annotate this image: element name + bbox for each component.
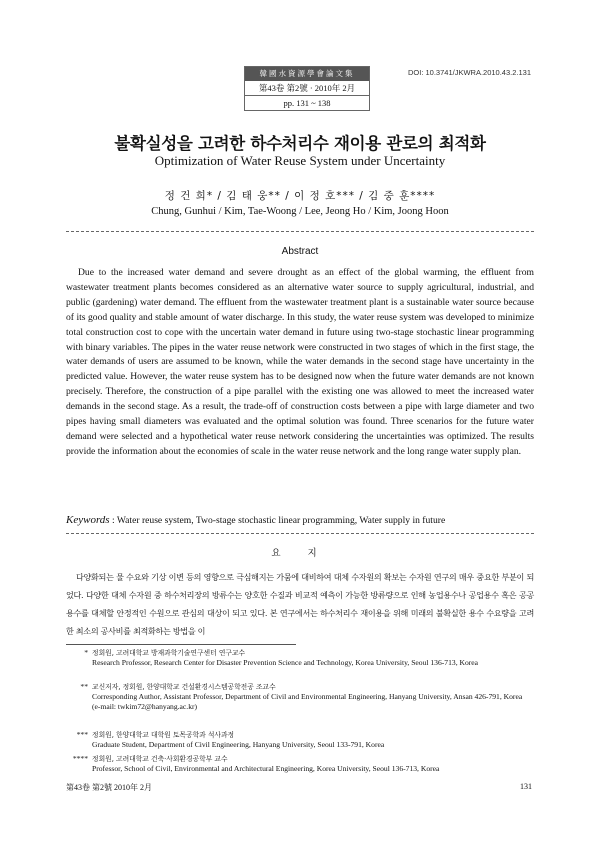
footnote-korean: 정회원, 한양대학교 대학원 토목공학과 석사과정 [92,731,235,739]
keywords-label: Keywords [66,514,110,526]
footnote-2 [66,682,536,712]
journal-volume: 第43卷 第2號 · 2010年 2月 [245,81,369,96]
divider-top [66,231,534,232]
footnote-3 [66,730,536,750]
keywords-text: Water reuse system, Two-stage stochastic linear programming, Water supply in future [116,515,446,526]
keywords [66,514,534,526]
journal-info-box [244,66,370,111]
title-english: Optimization of Water Reuse System under Uncertainty [154,153,446,168]
page-number: 131 [520,782,532,791]
footnote-1 [66,648,536,668]
footnote-mark: **** [72,754,88,763]
footnote-english: Professor, School of Civil, Environmental and Architectural Engineering, Korea University, Seoul 136-713, Korea [92,764,440,773]
footnote-rule [66,644,296,645]
footnote-mark: * [84,648,88,657]
footnote-english: Research Professor, Research Center for Disaster Prevention Science and Technology, Korea University, Seoul 136-713, Korea [92,658,479,667]
journal-name: 韓國水資源學會論文集 [245,67,369,81]
footnote-mark: *** [76,730,88,739]
footnote-english: Graduate Student, Department of Civil Engineering, Hanyang University, Seoul 133-791, Korea [92,740,385,749]
footnote-4 [66,754,536,774]
authors-korean: 정 건 희* / 김 태 웅** / 이 정 호*** / 김 중 훈**** [164,190,436,202]
keywords-separator: : [109,515,117,526]
abstract-text: Due to the increased water demand and severe drought as an effect of the global warming, the effluent from wastewater treatment plants becomes considered as an alternative water source to supply agricultural, industrial, and public (gardening) water demand. The effluent from the wastewater treatment plant is a sustainable water source because of its good quality and stable amount of water discharge. In this study, the water reuse system was developed to minimize total construction cost to cope with the uncertain water demand in future using two-stage stochastic linear programming with binary variables. The pipes in the water reuse network were constructed in two stages of which in the first stage, the water demands of users are assumed to be known, while the water demands in the second stage have uncertainty in the predicted value. However, the water reuse system has to be designed now when the future water demands are not known precisely. Therefore, the construction of a pipe parallel with the existing one was allowed to meet the increased water demands in the second stage. As a result, the trade-off of construction costs between a pipe with large diameter and two pipes having small diameters was evaluated and the optimal solution was found. Three scenarios for the future water demand were selected and a hypothetical water reuse network considering the uncertainties was optimized. The results provide the information about the economies of scale in the water reuse network and the long range water supply plan. [66,267,534,457]
footnote-english: Corresponding Author, Assistant Professor, Department of Civil and Environmental Engineering, Hanyang University, Ansan 426-791, Korea [92,692,523,701]
footnote-email: (e-mail: twkim72@hanyang.ac.kr) [92,702,198,711]
divider-middle [66,533,534,534]
footnote-korean: 정회원, 고려대학교 건축·사회환경공학부 교수 [92,755,228,763]
footnote-mark: ** [80,682,88,691]
footer-volume: 第43卷 第2號 2010年 2月 [66,783,152,792]
abstract-heading: Abstract [281,246,319,257]
footnote-korean: 교신저자, 정회원, 한양대학교 건설환경시스템공학전공 조교수 [92,683,276,691]
korean-abstract-text: 다양화되는 물 수요와 기상 이변 등의 영향으로 극심해지는 가뭄에 대비하여 대체 수자원의 확보는 수자원 연구의 매우 중요한 부분이 되었다. 다양한 대체 수자원 중 하수처리장의 방류수는 양호한 수질과 비교적 예측이 가능한 방류량으로 인해 농업용수나 공업용수 혹은 공공용수를 대체할 안정적인 수원으로 관심의 대상이 되고 있다. 본 연구에서는 하수처리수 재이용을 위해 미래의 불확실한 용수 수요량을 고려한 최소의 공사비를 최적화하는 방법을 이 [66,572,534,636]
korean-abstract-heading: 요 지 [271,548,329,559]
journal-pages: pp. 131 ~ 138 [283,98,331,108]
authors-english: Chung, Gunhui / Kim, Tae-Woong / Lee, Jeong Ho / Kim, Joong Hoon [151,206,449,217]
doi: DOI: 10.3741/JKWRA.2010.43.2.131 [408,68,531,77]
title-korean: 불확실성을 고려한 하수처리수 재이용 관로의 최적화 [114,134,486,153]
footnote-korean: 정회원, 고려대학교 방재과학기술연구센터 연구교수 [92,649,246,657]
